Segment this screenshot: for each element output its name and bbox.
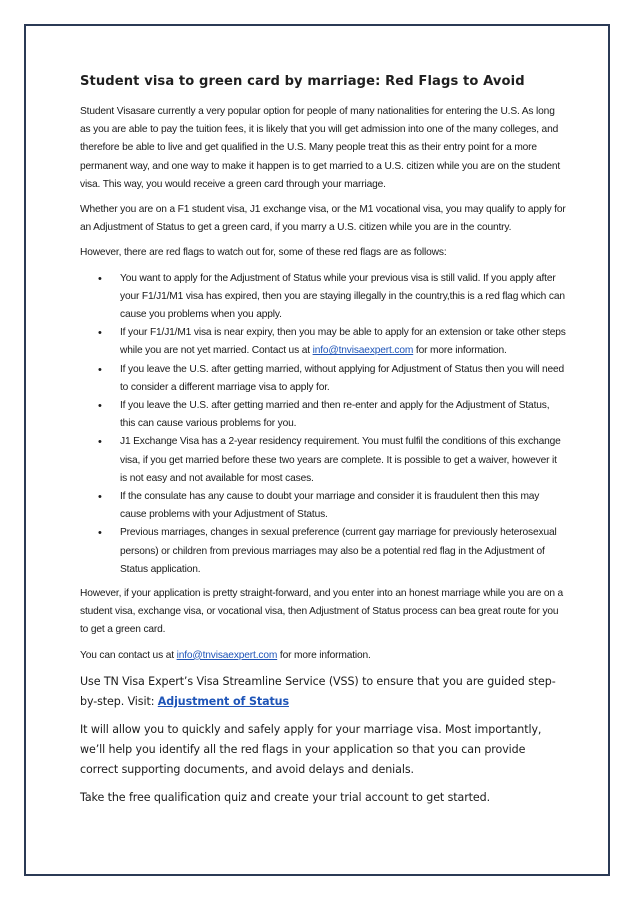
list-item-text: J1 Exchange Visa has a 2-year residency requirement. You must fulfil the conditions of this exchange visa, if you get married before these two years are complete. It is possible to get a waiver, however it is not easy and not available for most cases. xyxy=(120,436,561,484)
list-item-text: You want to apply for the Adjustment of Status while your previous visa is still valid. If you apply after your F1/J1/M1 visa has expired, then you are staying illegally in the country,this is a red flag which can cause you problems when you apply. xyxy=(120,272,565,321)
document-body xyxy=(80,74,566,816)
bullet-icon: • xyxy=(98,363,102,376)
list-item xyxy=(80,324,566,360)
contact-text: for more information. xyxy=(277,649,371,661)
conclusion-paragraph: However, if your application is pretty straight-forward, and you enter into an honest marriage while you are on a student visa, exchange visa, or vocational visa, then Adjustment of Status process can bea great route for you to get a green card. xyxy=(80,588,564,636)
bullet-icon: • xyxy=(98,327,102,340)
email-link[interactable]: info@tnvisaexpert.com xyxy=(176,649,278,661)
list-item-text: If you leave the U.S. after getting married, without applying for Adjustment of Status then you will need to consider a different marriage visa to apply for. xyxy=(120,363,565,393)
adjustment-of-status-link[interactable]: Adjustment of Status xyxy=(157,694,289,708)
list-item xyxy=(80,488,566,524)
list-item xyxy=(80,524,566,579)
bullet-icon: • xyxy=(98,527,102,540)
list-item xyxy=(80,397,566,433)
intro-paragraph: Student Visasare currently a very popular option for people of many nationalities for entering the U.S. As long as you are able to pay the tuition fees, it is likely that you will get admission into one of the many colleges, and therefore be able to live and get qualified in the U.S. Many people treat this as their entry point for a more permanent way, and one way to make it happen is to get married to a U.S. citizen while you are on the student visa. This way, you would receive a green card through your marriage. xyxy=(80,106,561,190)
call-to-action-paragraph: Take the free qualification quiz and create your trial account to get started. xyxy=(80,790,491,804)
bullet-icon: • xyxy=(98,491,102,504)
list-item xyxy=(80,433,566,488)
red-flags-list xyxy=(80,270,566,579)
list-item-text: for more information. xyxy=(413,345,507,357)
vss-text: Use TN Visa Expert’s Visa Streamline Service (VSS) to ensure that you are guided step-by-step. Visit: xyxy=(80,674,556,708)
contact-text: You can contact us at xyxy=(80,649,177,661)
red-flags-intro: However, there are red flags to watch out for, some of these red flags are as follows: xyxy=(80,247,447,259)
list-item-text: Previous marriages, changes in sexual preference (current gay marriage for previously heterosexual persons) or children from previous marriages may also be a potential red flag in the Adjustment of Status application. xyxy=(120,527,557,575)
list-item xyxy=(80,270,566,325)
bullet-icon: • xyxy=(98,400,102,413)
list-item-text: If your F1/J1/M1 visa is near expiry, then you may be able to apply for an extension or take other steps while you are not yet married. Contact us at xyxy=(120,327,566,357)
list-item-text: If the consulate has any cause to doubt your marriage and consider it is fraudulent then this may cause problems with your Adjustment of Status. xyxy=(120,491,540,521)
bullet-icon: • xyxy=(98,436,102,449)
email-link[interactable]: info@tnvisaexpert.com xyxy=(312,345,414,357)
eligibility-paragraph: Whether you are on a F1 student visa, J1 exchange visa, or the M1 vocational visa, you may qualify to apply for an Adjustment of Status to get a green card, if you marry a U.S. citizen while you are in the country. xyxy=(80,204,566,234)
list-item xyxy=(80,361,566,397)
vss-paragraph xyxy=(80,672,566,712)
bullet-icon: • xyxy=(98,272,102,285)
list-item-text: If you leave the U.S. after getting married and then re-enter and apply for the Adjustment of Status, this can cause various problems for you. xyxy=(120,400,550,430)
document-title: Student visa to green card by marriage: Red Flags to Avoid xyxy=(80,74,525,89)
contact-paragraph xyxy=(80,647,566,665)
benefits-paragraph: It will allow you to quickly and safely apply for your marriage visa. Most importantly, we’ll help you identify all the red flags in your application so that you can provide correct supporting documents, and avoid delays and denials. xyxy=(80,722,542,776)
